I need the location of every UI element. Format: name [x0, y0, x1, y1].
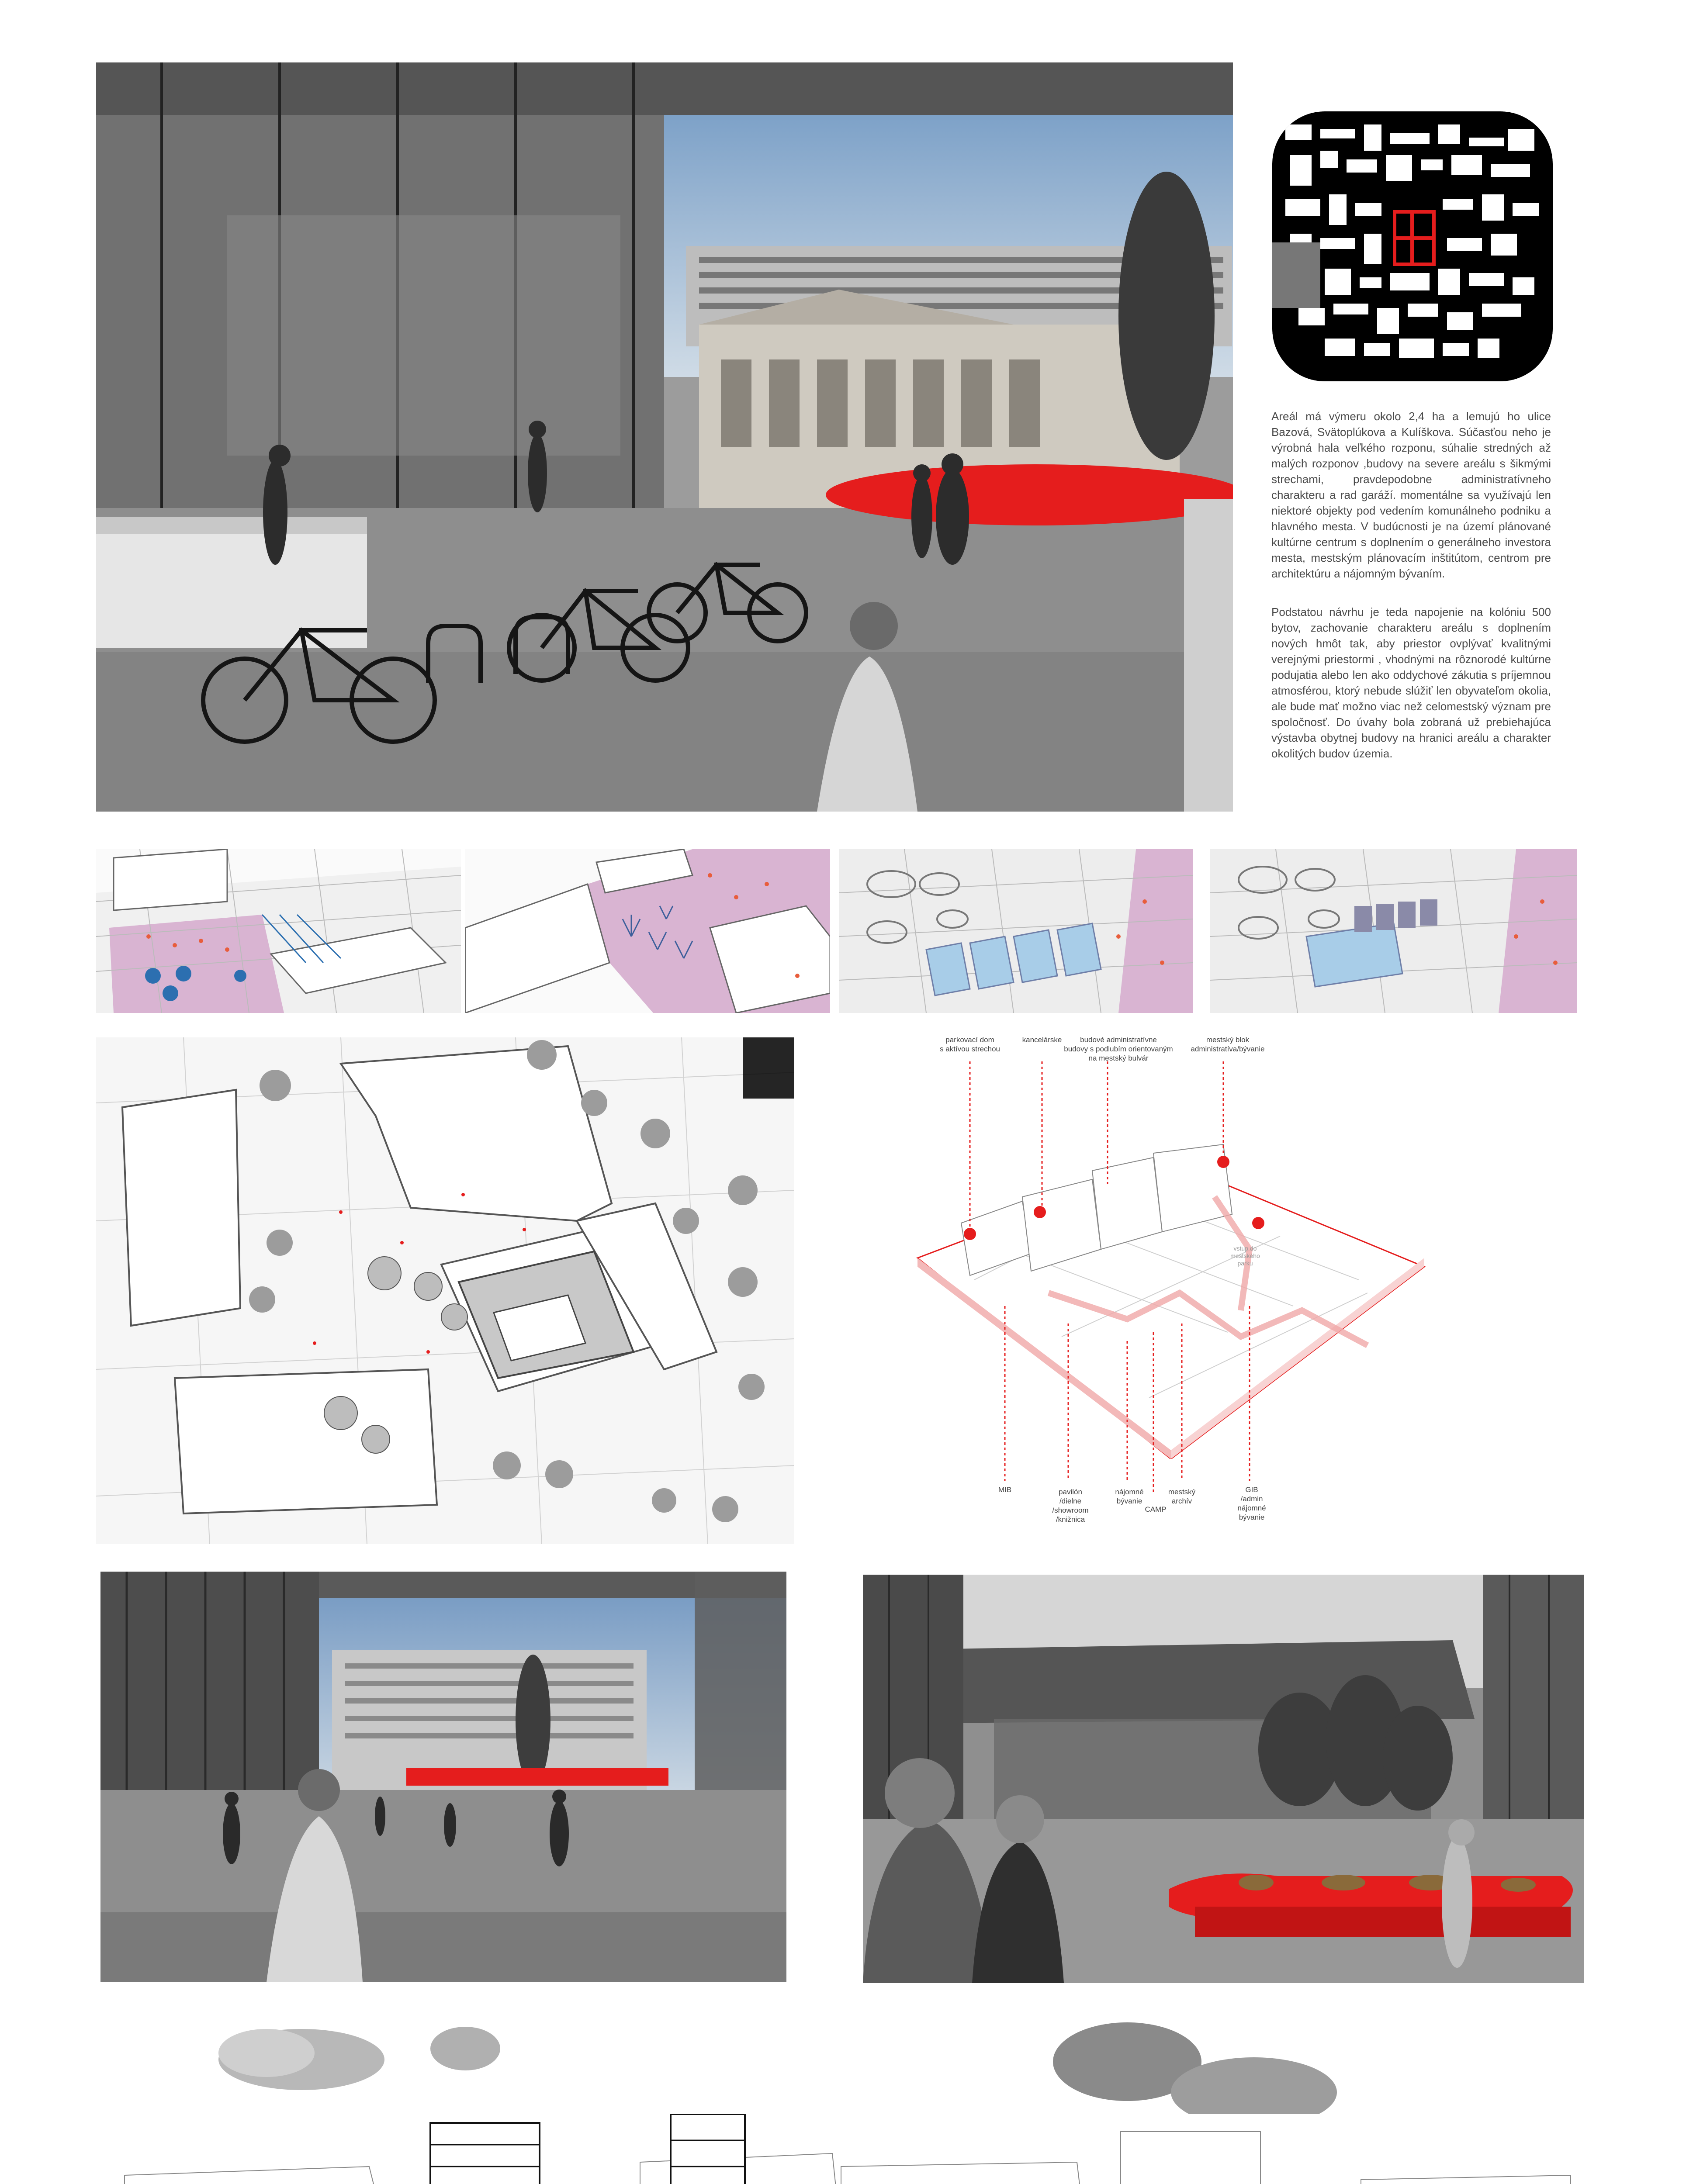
site-plan: [96, 1037, 794, 1544]
render-courtyard-right: [863, 1575, 1584, 1983]
cloud-left-small: [428, 2022, 502, 2075]
label-admin-buildings: budové administratívne budovy s podlubím orientovaným na mestský bulvár: [1064, 1036, 1173, 1062]
label-gib: GIB /admin nájomné bývanie: [1237, 1486, 1266, 1521]
render-plaza-left: [100, 1572, 786, 1982]
label-mib: MIB: [998, 1486, 1012, 1494]
axon-frame-4: [1210, 849, 1577, 1013]
cloud-left: [214, 2018, 411, 2101]
site-section: [116, 2114, 1579, 2184]
label-leader-lines: [909, 1061, 1433, 1520]
label-parking-house: parkovací dom s aktívou strechou: [940, 1036, 1000, 1053]
description-paragraph-1: Areál má výmeru okolo 2,4 ha a lemujú ho ulice Bazová, Svätoplúkova a Kulíškova. Súčasťou neho je výrobná hala veľkého rozponu, súhalie stredných až malých rozponov ,budovy na severe areálu s šikmými strechami, pravdepodobne administratívneho charakteru a rad garáží. momentálne sa využívajú len niektoré objekty pod vedením komunálneho podniku a hlavného mesta. V budúcnosti je na území plánované kultúrne centrum s doplnením o generálneho investora mesta, mestským plánovacím inštitútom, centrom pre architektúru a nájomným bývaním.: [1271, 410, 1551, 580]
site-map: [1272, 111, 1553, 381]
axon-frame-2: [465, 849, 830, 1013]
axon-frame-1: [96, 849, 461, 1013]
label-camp: CAMP: [1145, 1505, 1167, 1514]
description-paragraph-2: Podstatou návrhu je teda napojenie na kolóniu 500 bytov, zachovanie charakteru areálu s doplnením nových hmôt tak, aby priestor ovplývať kvalitnými verejnými priestormi , vhodnými na rôznorodé kultúrne podujatia alebo len ako oddychové zákutia s príjemnou atmosférou, ktorý nebude slúžiť len obyvateľom okolia, ale bude mať možno viac než celomestský význam pre spoločnosť. Do úvahy bola zobraná už prebiehajúca výstavba obytnej budovy na hranici areálu a charakter okolitých budov územia.: [1271, 605, 1551, 760]
description-text: [1271, 408, 1551, 784]
label-offices: kancelárske: [1022, 1036, 1062, 1044]
axon-frame-3: [839, 849, 1193, 1013]
label-city-archive: mestský archív: [1168, 1488, 1196, 1505]
hero-render: [96, 62, 1233, 812]
label-park-entrance: vstup do mestského parku: [1230, 1245, 1260, 1267]
label-city-block: mestský blok administratíva/bývanie: [1191, 1036, 1265, 1053]
label-rental-housing: nájomné bývanie: [1115, 1488, 1144, 1505]
label-pavilion: pavilón /dielne /showroom /knižnica: [1052, 1488, 1089, 1524]
